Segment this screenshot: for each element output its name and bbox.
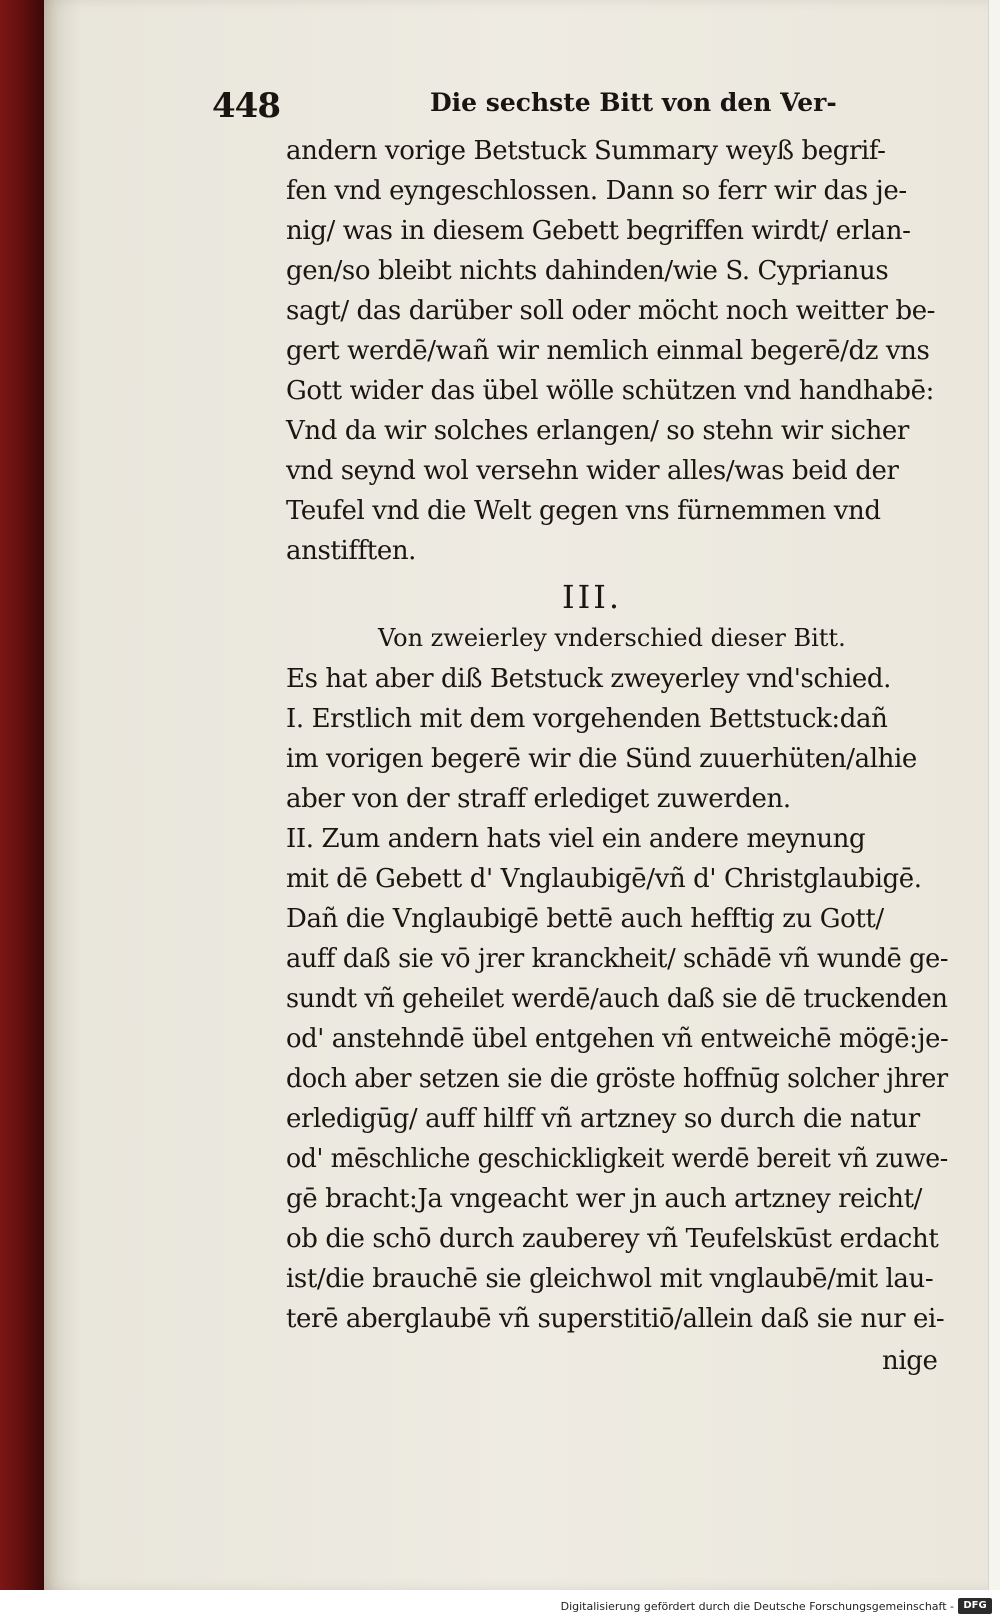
- text-line: od' mēschliche geschickligkeit werdē bereit vñ zuwe-: [286, 1144, 948, 1174]
- text-line: Dañ die Vnglaubigē bettē auch hefftig zu Gott/: [286, 904, 884, 934]
- text-line: Vnd da wir solches erlangen/ so stehn wir sicher: [286, 416, 909, 446]
- text-line: gē bracht:Ja vngeacht wer jn auch artzney reicht/: [286, 1184, 922, 1214]
- text-line: fen vnd eyngeschlossen. Dann so ferr wir das je-: [286, 176, 907, 206]
- text-line: Gott wider das übel wölle schützen vnd handhabē:: [286, 376, 934, 406]
- text-line: II. Zum andern hats viel ein andere meynung: [286, 824, 866, 854]
- text-line: Teufel vnd die Welt gegen vns fürnemmen vnd: [286, 496, 881, 526]
- text-line: sundt vñ geheilet werdē/auch daß sie dē truckenden: [286, 984, 948, 1014]
- text-line: auff daß sie vō jrer kranckheit/ schādē vñ wundē ge-: [286, 944, 949, 974]
- section-number: III.: [562, 578, 623, 616]
- section-heading: Von zweierley vnderschied dieser Bitt.: [378, 624, 846, 652]
- catchword: nige: [882, 1346, 938, 1376]
- text-line: mit dē Gebett d' Vnglaubigē/vñ d' Christglaubigē.: [286, 864, 922, 894]
- digitization-credit: Digitalisierung gefördert durch die Deutsche Forschungsgemeinschaft -: [560, 1600, 954, 1613]
- text-line: gen/so bleibt nichts dahinden/wie S. Cyprianus: [286, 256, 889, 286]
- text-line: ob die schō durch zauberey vñ Teufelskūst erdacht: [286, 1224, 939, 1254]
- text-line: ist/die brauchē sie gleichwol mit vnglaubē/mit lau-: [286, 1264, 934, 1294]
- page-fore-edge: [988, 0, 1000, 1590]
- text-line: im vorigen begerē wir die Sünd zuuerhüten/alhie: [286, 744, 917, 774]
- running-head: Die sechste Bitt von den Ver-: [430, 88, 837, 117]
- binding-edge: [0, 0, 44, 1590]
- dfg-logo: DFG: [958, 1598, 992, 1614]
- text-line: erledigūg/ auff hilff vñ artzney so durch die natur: [286, 1104, 920, 1134]
- text-line: od' anstehndē übel entgehen vñ entweichē mögē:je-: [286, 1024, 949, 1054]
- text-line: anstifften.: [286, 536, 417, 566]
- text-line: vnd seynd wol versehn wider alles/was beid der: [286, 456, 899, 486]
- text-line: terē aberglaubē vñ superstitiō/allein daß sie nur ei-: [286, 1304, 945, 1334]
- text-line: Es hat aber diß Betstuck zweyerley vnd'schied.: [286, 664, 892, 694]
- text-line: doch aber setzen sie die gröste hoffnūg solcher jhrer: [286, 1064, 948, 1094]
- page-number: 448: [212, 86, 280, 126]
- text-line: aber von der straff erlediget zuwerden.: [286, 784, 791, 814]
- text-line: gert werdē/wañ wir nemlich einmal begerē/dz vns: [286, 336, 930, 366]
- text-line: sagt/ das darüber soll oder möcht noch weitter be-: [286, 296, 936, 326]
- text-line: andern vorige Betstuck Summary weyß begrif-: [286, 136, 886, 166]
- text-line: I. Erstlich mit dem vorgehenden Bettstuck:dañ: [286, 704, 888, 734]
- text-line: nig/ was in diesem Gebett begriffen wirdt/ erlan-: [286, 216, 911, 246]
